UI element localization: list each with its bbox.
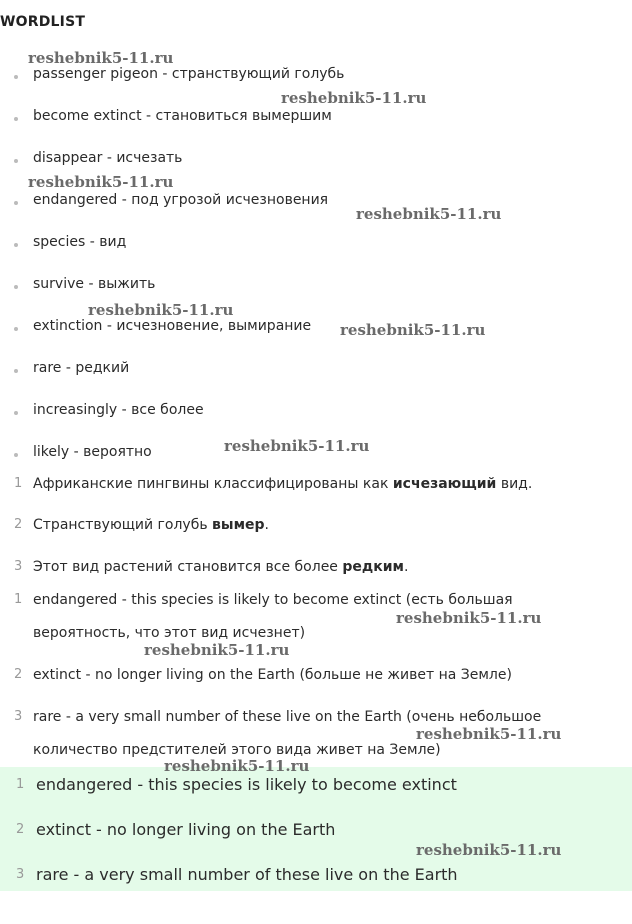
item-number: 1 (14, 592, 23, 607)
wordlist-title: WORDLIST (0, 14, 86, 30)
item-number: 1 (14, 476, 23, 491)
watermark: reshebnik5-11.ru (416, 725, 562, 743)
item-number: 1 (16, 777, 25, 792)
item-number: 2 (14, 667, 23, 682)
bullet-icon (14, 453, 18, 457)
watermark: reshebnik5-11.ru (164, 757, 310, 775)
bullet-icon (14, 159, 18, 163)
bullet-icon (14, 327, 18, 331)
bullet-icon (14, 75, 18, 79)
item-number: 2 (14, 517, 23, 532)
watermark: reshebnik5-11.ru (28, 173, 174, 191)
watermark: reshebnik5-11.ru (356, 205, 502, 223)
bullet-icon (14, 411, 18, 415)
item-number: 3 (14, 559, 23, 574)
watermark: reshebnik5-11.ru (144, 641, 290, 659)
bullet-icon (14, 201, 18, 205)
watermark: reshebnik5-11.ru (396, 609, 542, 627)
watermark: reshebnik5-11.ru (88, 301, 234, 319)
bullet-icon (14, 243, 18, 247)
bold-word: редким (342, 559, 404, 575)
watermark: reshebnik5-11.ru (224, 437, 370, 455)
item-number: 3 (14, 709, 23, 724)
watermark: reshebnik5-11.ru (28, 49, 174, 67)
answer-box: 1 endangered - this species is likely to become extinct 2 extinct - no longer living on the Earth 3 rare - a very small number of these live on the Earth (0, 767, 632, 891)
watermark: reshebnik5-11.ru (281, 89, 427, 107)
bullet-icon (14, 369, 18, 373)
bullet-icon (14, 285, 18, 289)
watermark: reshebnik5-11.ru (340, 321, 486, 339)
watermark: reshebnik5-11.ru (416, 841, 562, 859)
item-number: 2 (16, 822, 25, 837)
bullet-icon (14, 117, 18, 121)
item-number: 3 (16, 867, 25, 882)
bold-word: вымер (212, 517, 265, 533)
bold-word: исчезающий (392, 476, 497, 492)
